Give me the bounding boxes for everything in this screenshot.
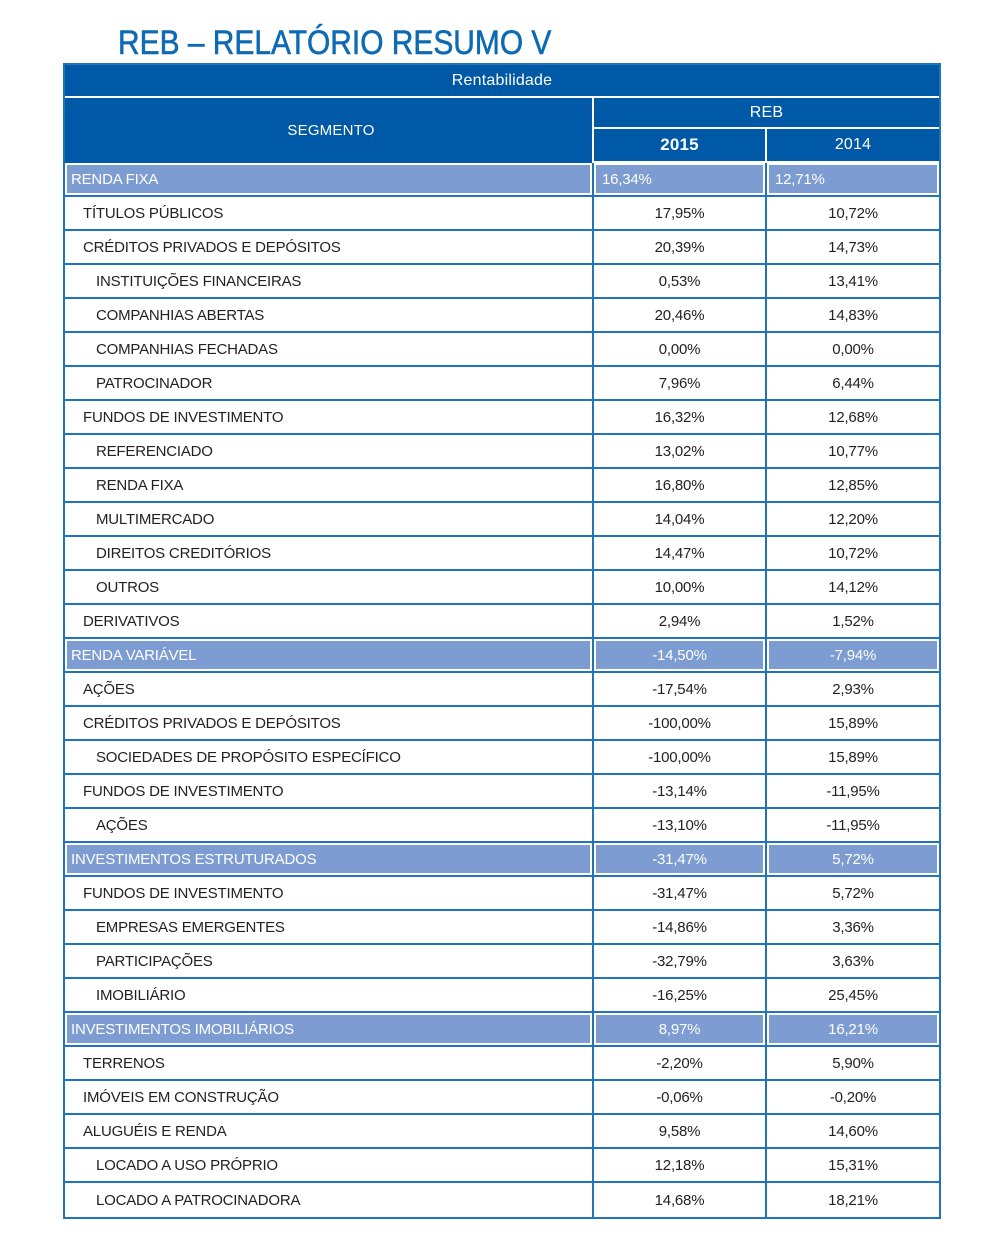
table-row — [65, 265, 939, 299]
segment-cell: PATROCINADOR — [65, 367, 594, 401]
value-2014-cell: 3,36% — [767, 911, 939, 945]
reb-group-header: REB — [594, 98, 939, 129]
table-row — [65, 707, 939, 741]
segment-cell: DIREITOS CREDITÓRIOS — [65, 537, 594, 571]
segment-cell: RENDA FIXA — [65, 163, 594, 197]
segment-cell: RENDA VARIÁVEL — [65, 639, 594, 673]
table-row — [65, 333, 939, 367]
value-2015-cell: -31,47% — [594, 877, 767, 911]
value-2014-cell: 5,72% — [767, 843, 939, 877]
section-row — [65, 163, 939, 197]
segment-cell: CRÉDITOS PRIVADOS E DEPÓSITOS — [65, 231, 594, 265]
table-title-row — [65, 65, 939, 98]
value-2015-cell: -31,47% — [594, 843, 767, 877]
value-2014-cell: 12,85% — [767, 469, 939, 503]
segment-cell: MULTIMERCADO — [65, 503, 594, 537]
value-2014-cell: 10,72% — [767, 537, 939, 571]
table-row — [65, 1149, 939, 1183]
table-row — [65, 979, 939, 1013]
value-2014-cell: 5,72% — [767, 877, 939, 911]
value-2014-cell: 10,72% — [767, 197, 939, 231]
value-2014-cell: 14,12% — [767, 571, 939, 605]
value-2014-cell: 0,00% — [767, 333, 939, 367]
segment-cell: RENDA FIXA — [65, 469, 594, 503]
segment-cell: LOCADO A USO PRÓPRIO — [65, 1149, 594, 1183]
segment-cell: IMÓVEIS EM CONSTRUÇÃO — [65, 1081, 594, 1115]
table-header — [65, 65, 939, 163]
value-2015-cell: -32,79% — [594, 945, 767, 979]
value-2014-cell: 12,71% — [767, 163, 939, 197]
value-2015-cell: 14,47% — [594, 537, 767, 571]
table-row — [65, 435, 939, 469]
value-2015-cell: 14,04% — [594, 503, 767, 537]
value-2015-cell: -14,50% — [594, 639, 767, 673]
segment-cell: FUNDOS DE INVESTIMENTO — [65, 877, 594, 911]
segment-cell: INVESTIMENTOS IMOBILIÁRIOS — [65, 1013, 594, 1047]
value-2014-cell: -0,20% — [767, 1081, 939, 1115]
segment-cell: LOCADO A PATROCINADORA — [65, 1183, 594, 1217]
report-table — [65, 65, 939, 1217]
value-2015-cell: 16,80% — [594, 469, 767, 503]
value-2014-cell: 15,89% — [767, 707, 939, 741]
table-row — [65, 809, 939, 843]
segment-cell: CRÉDITOS PRIVADOS E DEPÓSITOS — [65, 707, 594, 741]
table-row — [65, 571, 939, 605]
table-row — [65, 503, 939, 537]
segment-cell: PARTICIPAÇÕES — [65, 945, 594, 979]
value-2014-cell: 13,41% — [767, 265, 939, 299]
table-body — [65, 163, 939, 1217]
page-title: REB – RELATÓRIO RESUMO V — [118, 23, 552, 62]
segment-cell: INSTITUIÇÕES FINANCEIRAS — [65, 265, 594, 299]
value-2015-cell: 14,68% — [594, 1183, 767, 1217]
table-row — [65, 1183, 939, 1217]
table-row — [65, 197, 939, 231]
value-2014-cell: 1,52% — [767, 605, 939, 639]
segment-cell: FUNDOS DE INVESTIMENTO — [65, 401, 594, 435]
table-row — [65, 605, 939, 639]
table-row — [65, 945, 939, 979]
table-row — [65, 741, 939, 775]
value-2015-cell: 8,97% — [594, 1013, 767, 1047]
table-row — [65, 877, 939, 911]
value-2015-cell: -0,06% — [594, 1081, 767, 1115]
segment-cell: REFERENCIADO — [65, 435, 594, 469]
segment-cell: FUNDOS DE INVESTIMENTO — [65, 775, 594, 809]
table-row — [65, 469, 939, 503]
table-row — [65, 401, 939, 435]
value-2014-cell: 3,63% — [767, 945, 939, 979]
value-2015-cell: 17,95% — [594, 197, 767, 231]
value-2014-cell: 14,73% — [767, 231, 939, 265]
value-2015-cell: -13,14% — [594, 775, 767, 809]
segment-cell: EMPRESAS EMERGENTES — [65, 911, 594, 945]
value-2015-cell: 7,96% — [594, 367, 767, 401]
section-row — [65, 639, 939, 673]
table-row — [65, 367, 939, 401]
segment-cell: TERRENOS — [65, 1047, 594, 1081]
segment-cell: COMPANHIAS ABERTAS — [65, 299, 594, 333]
year-2015-header: 2015 — [594, 129, 767, 163]
value-2014-cell: 25,45% — [767, 979, 939, 1013]
value-2015-cell: 20,39% — [594, 231, 767, 265]
value-2015-cell: 0,53% — [594, 265, 767, 299]
rentability-table — [63, 63, 941, 1219]
segment-cell: IMOBILIÁRIO — [65, 979, 594, 1013]
segment-cell: TÍTULOS PÚBLICOS — [65, 197, 594, 231]
segment-cell: DERIVATIVOS — [65, 605, 594, 639]
table-title: Rentabilidade — [65, 65, 939, 98]
value-2015-cell: 2,94% — [594, 605, 767, 639]
table-row — [65, 537, 939, 571]
value-2015-cell: 16,32% — [594, 401, 767, 435]
value-2014-cell: 2,93% — [767, 673, 939, 707]
segment-cell: AÇÕES — [65, 673, 594, 707]
section-row — [65, 1013, 939, 1047]
group-header-row — [65, 98, 939, 129]
year-2014-header: 2014 — [767, 129, 939, 163]
value-2014-cell: 12,20% — [767, 503, 939, 537]
table-row — [65, 299, 939, 333]
value-2015-cell: 9,58% — [594, 1115, 767, 1149]
value-2014-cell: 6,44% — [767, 367, 939, 401]
table-row — [65, 911, 939, 945]
section-row — [65, 843, 939, 877]
value-2014-cell: 16,21% — [767, 1013, 939, 1047]
value-2015-cell: -13,10% — [594, 809, 767, 843]
value-2015-cell: -2,20% — [594, 1047, 767, 1081]
table-row — [65, 231, 939, 265]
value-2014-cell: -11,95% — [767, 775, 939, 809]
value-2015-cell: 12,18% — [594, 1149, 767, 1183]
value-2015-cell: -100,00% — [594, 741, 767, 775]
value-2014-cell: 5,90% — [767, 1047, 939, 1081]
segment-cell: OUTROS — [65, 571, 594, 605]
value-2014-cell: 14,60% — [767, 1115, 939, 1149]
segment-cell: COMPANHIAS FECHADAS — [65, 333, 594, 367]
value-2015-cell: 0,00% — [594, 333, 767, 367]
value-2014-cell: 18,21% — [767, 1183, 939, 1217]
value-2014-cell: 14,83% — [767, 299, 939, 333]
value-2014-cell: -7,94% — [767, 639, 939, 673]
value-2014-cell: 15,89% — [767, 741, 939, 775]
value-2015-cell: 10,00% — [594, 571, 767, 605]
table-row — [65, 1081, 939, 1115]
segment-cell: SOCIEDADES DE PROPÓSITO ESPECÍFICO — [65, 741, 594, 775]
value-2014-cell: 12,68% — [767, 401, 939, 435]
table-row — [65, 1115, 939, 1149]
segment-cell: INVESTIMENTOS ESTRUTURADOS — [65, 843, 594, 877]
value-2014-cell: 10,77% — [767, 435, 939, 469]
table-row — [65, 1047, 939, 1081]
segment-cell: AÇÕES — [65, 809, 594, 843]
value-2015-cell: -14,86% — [594, 911, 767, 945]
table-row — [65, 775, 939, 809]
value-2014-cell: -11,95% — [767, 809, 939, 843]
value-2015-cell: 16,34% — [594, 163, 767, 197]
value-2015-cell: 13,02% — [594, 435, 767, 469]
value-2014-cell: 15,31% — [767, 1149, 939, 1183]
value-2015-cell: -100,00% — [594, 707, 767, 741]
segment-column-header: SEGMENTO — [65, 98, 594, 163]
value-2015-cell: 20,46% — [594, 299, 767, 333]
segment-cell: ALUGUÉIS E RENDA — [65, 1115, 594, 1149]
table-row — [65, 673, 939, 707]
value-2015-cell: -16,25% — [594, 979, 767, 1013]
value-2015-cell: -17,54% — [594, 673, 767, 707]
